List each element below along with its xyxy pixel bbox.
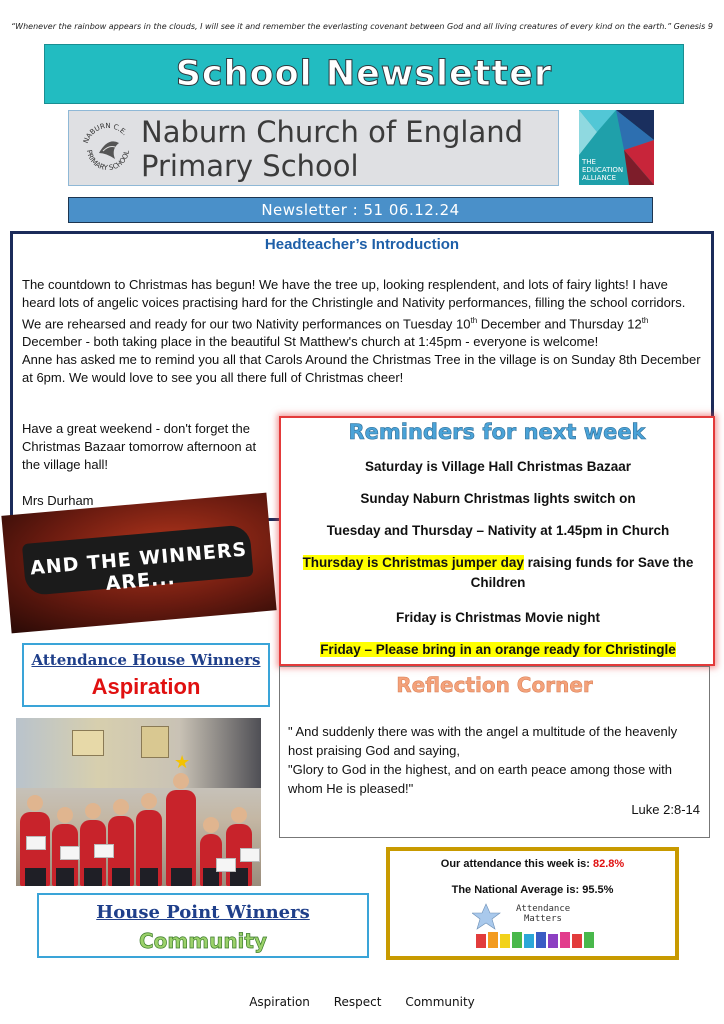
attendance-week [386, 858, 679, 870]
signoff: Mrs Durham [22, 493, 94, 508]
genesis-quote: “Whenever the rainbow appears in the clouds, I will see it and remember the everlasting covenant between God and all living creatures of every kind on the earth.” Genesis 9 [11, 22, 713, 31]
reminder-item: Tuesday and Thursday – Nativity at 1.45pm in Church [326, 523, 670, 538]
svg-text:NABURN C.E.: NABURN C.E. [81, 121, 129, 145]
reminder-item: Friday is Christmas Movie night [395, 610, 601, 625]
attendance-week-label: Our attendance this week is: [440, 858, 593, 870]
photo-child [136, 810, 162, 886]
alliance-logo-text [582, 158, 623, 182]
reminder-item [293, 553, 703, 593]
school-crest-icon [79, 119, 137, 177]
svg-text:PRIMARY SCHOOL: PRIMARY SCHOOL [84, 149, 131, 173]
photo-poster [141, 726, 169, 758]
intro-p2-a: We are rehearsed and ready for our two Nativity performances on Tuesday 10 [22, 316, 471, 332]
alliance-text-1: THE [582, 158, 596, 166]
school-values-footer [0, 995, 724, 1009]
school-name-line2: Primary School [141, 149, 359, 183]
logo-text-1: Attendance [516, 904, 571, 914]
star-icon: ★ [174, 752, 191, 773]
photo-certificate [94, 844, 114, 858]
attendance-matters-logo [472, 902, 602, 952]
footer-value-1: Aspiration [249, 995, 310, 1009]
highlighted-text: Thursday is Christmas jumper day [302, 555, 524, 570]
intro-paragraph-3: Anne has asked me to remind you all that Carols Around the Christmas Tree in the village is on Sunday 8th December at 6pm. We would love to see you all there full of Christmas cheer! [22, 352, 701, 386]
house-winners-photo [16, 718, 261, 886]
reflection-reference: Luke 2:8-14 [631, 802, 700, 817]
reflection-line-2: "Glory to God in the highest, and on earth peace among those with whom He is pleased!" [288, 762, 673, 796]
reminders-title: Reminders for next week [348, 420, 646, 444]
reminders-box [279, 416, 715, 666]
headteacher-title: Headteacher’s Introduction [264, 236, 460, 253]
winners-banner [1, 493, 276, 634]
alliance-text-2: EDUCATION [582, 166, 624, 174]
intro-paragraph-1: The countdown to Christmas has begun! We have the tree up, looking resplendent, and lots of fairy lights! I have heard lots of angelic voices practising hard for the Christingle and Nativity performances, filling the school corridors. [22, 277, 686, 310]
footer-value-3: Community [405, 995, 475, 1009]
photo-certificate [60, 846, 80, 860]
headteacher-intro-text [22, 276, 704, 387]
highlighted-text: Friday – Please bring in an orange ready for Christingle [320, 642, 676, 657]
reminder-item: Saturday is Village Hall Christmas Bazaar [364, 459, 632, 474]
reflection-title: Reflection Corner [396, 673, 593, 697]
alliance-text-3: ALLIANCE [582, 174, 616, 182]
photo-certificate [216, 858, 236, 872]
winners-text: AND THE WINNERS ARE... [29, 538, 248, 595]
photo-certificate [26, 836, 46, 850]
reminder-item: Sunday Naburn Christmas lights switch on [360, 491, 636, 506]
school-name-box [68, 110, 559, 186]
weekend-message: Have a great weekend - don't forget the Christmas Bazaar tomorrow afternoon at the village hall! [22, 421, 257, 472]
reflection-text [288, 722, 700, 798]
photo-poster [72, 730, 104, 756]
national-average: The National Average is: 95.5% [451, 884, 614, 896]
intro-p2-c: December - both taking place in the beautiful St Matthew's church at 1:45pm - everyone is welcome! [22, 334, 599, 350]
banner-title: School Newsletter [175, 54, 553, 94]
photo-certificate [240, 848, 260, 862]
school-name-line1: Naburn Church of England [141, 115, 523, 149]
newsletter-banner [44, 44, 684, 104]
intro-p2-b: December and Thursday 12 [477, 316, 642, 332]
photo-wall [16, 718, 261, 788]
school-name [141, 115, 523, 183]
reminder-rest: raising funds for Save the Children [470, 555, 694, 590]
photo-child [166, 790, 196, 886]
logo-text-2: Matters [524, 914, 562, 924]
house-point-title: House Point Winners [96, 902, 310, 923]
house-point-winner: Community [138, 929, 268, 953]
attendance-house-title: Attendance House Winners [31, 651, 261, 669]
attendance-house-winner: Aspiration [91, 674, 201, 699]
intro-sup-1: th [470, 316, 478, 325]
footer-value-2: Respect [333, 995, 382, 1009]
reflection-line-1: " And suddenly there was with the angel a multitude of the heavenly host praising God and saying, [288, 724, 678, 758]
intro-sup-2: th [641, 316, 649, 325]
intro-paragraph-2 [22, 312, 704, 351]
reminder-item [293, 640, 703, 660]
attendance-week-value: 82.8% [593, 858, 625, 870]
newsletter-number-bar: Newsletter : 51 06.12.24 [68, 197, 653, 223]
